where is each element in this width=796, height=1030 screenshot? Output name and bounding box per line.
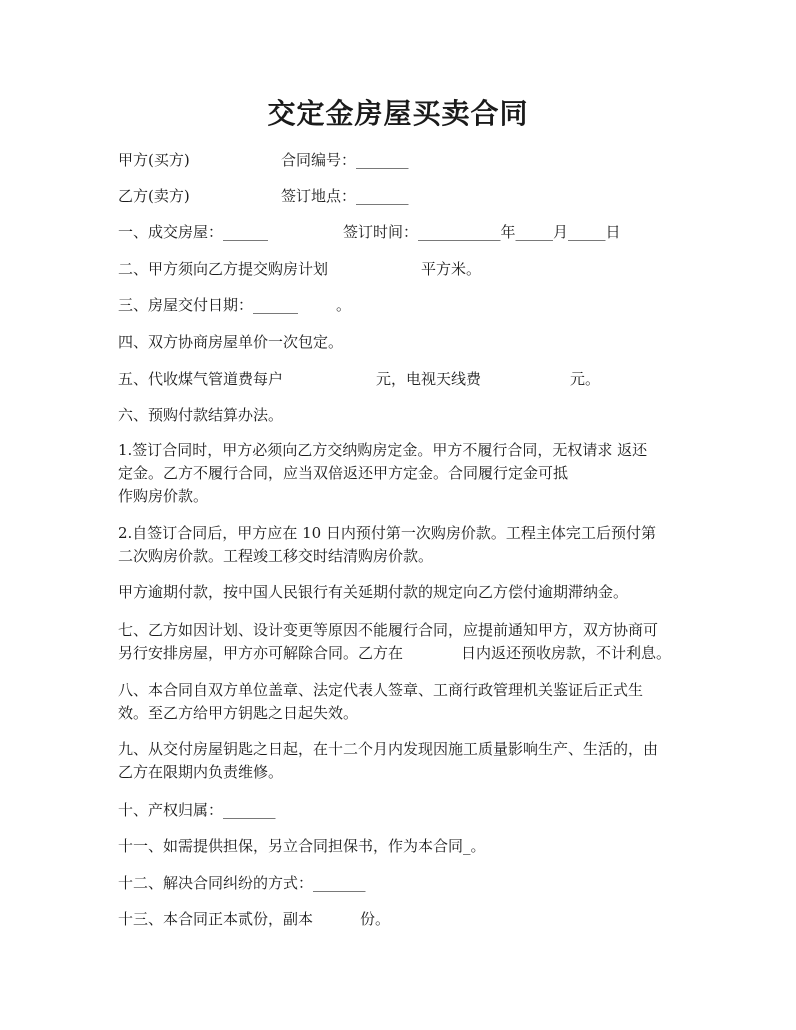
clause-5-middle: 元，电视天线费 (376, 370, 482, 388)
clause-3-end: 。 (336, 296, 352, 314)
clause-7-line2: 另行安排房屋，甲方亦可解除合同。乙方在 (118, 644, 404, 662)
clause-7-line2-end: 日内返还预收房款，不计利息。 (461, 644, 672, 662)
paragraph-line: 八、本合同自双方单位盖章、法定代表人签章、工商行政管理机关鉴证后正式生 (118, 681, 644, 699)
clause-2-unit: 平方米。 (421, 260, 482, 278)
document-title: 交定金房屋买卖合同 (267, 97, 529, 130)
signing-time-field: 签订时间：___________年_____月_____日 (343, 223, 621, 241)
clause-8 (118, 679, 683, 725)
clause-4: 四、双方协商房屋单价一次包定。 (118, 333, 344, 351)
clause-5: 五、代收煤气管道费每户 (118, 370, 284, 388)
payment-paragraph-2 (118, 522, 683, 568)
paragraph-line: 作购房价款。 (118, 487, 209, 505)
clause-6: 六、预购付款结算办法。 (118, 406, 284, 424)
paragraph-line: 二次购房价款。工程竣工移交时结清购房价款。 (118, 547, 434, 565)
paragraph-line: 效。至乙方给甲方钥匙之日起失效。 (118, 704, 359, 722)
paragraph-line: 定金。乙方不履行合同，应当双倍返还甲方定金。合同履行定金可抵 (118, 464, 569, 482)
party-b-label: 乙方(卖方) (118, 187, 190, 205)
clause-13-end: 份。 (360, 910, 391, 928)
clause-5-end: 元。 (570, 370, 601, 388)
contract-number-field: 合同编号：_______ (281, 151, 409, 169)
paragraph-line: 1.签订合同时，甲方必须向乙方交纳购房定金。甲方不履行合同，无权请求 返还 (118, 441, 648, 459)
clause-10: 十、产权归属：_______ (118, 801, 276, 819)
party-a-label: 甲方(买方) (118, 151, 190, 169)
late-payment-paragraph: 甲方逾期付款，按中国人民银行有关延期付款的规定向乙方偿付逾期滞纳金。 (118, 583, 629, 601)
payment-paragraph-1 (118, 439, 683, 508)
paragraph-line: 九、从交付房屋钥匙之日起，在十二个月内发现因施工质量影响生产、生活的，由 (118, 740, 659, 758)
signing-place-field: 签订地点：_______ (281, 187, 409, 205)
clause-1: 一、成交房屋：______ (118, 223, 269, 241)
paragraph-line: 乙方在限期内负责维修。 (118, 763, 284, 781)
clause-12: 十二、解决合同纠纷的方式：_______ (118, 874, 366, 892)
paragraph-line: 2.自签订合同后，甲方应在 10 日内预付第一次购房价款。工程主体完工后预付第 (118, 524, 656, 542)
clause-2: 二、甲方须向乙方提交购房计划 (118, 260, 329, 278)
clause-11: 十一、如需提供担保，另立合同担保书，作为本合同_。 (118, 837, 486, 855)
clause-13: 十三、本合同正本贰份，副本 (118, 910, 314, 928)
paragraph-line: 七、乙方如因计划、设计变更等原因不能履行合同，应提前通知甲方，双方协商可 (118, 621, 659, 639)
clause-9 (118, 738, 683, 784)
clause-7 (118, 619, 683, 642)
clause-3: 三、房屋交付日期：______ (118, 296, 299, 314)
